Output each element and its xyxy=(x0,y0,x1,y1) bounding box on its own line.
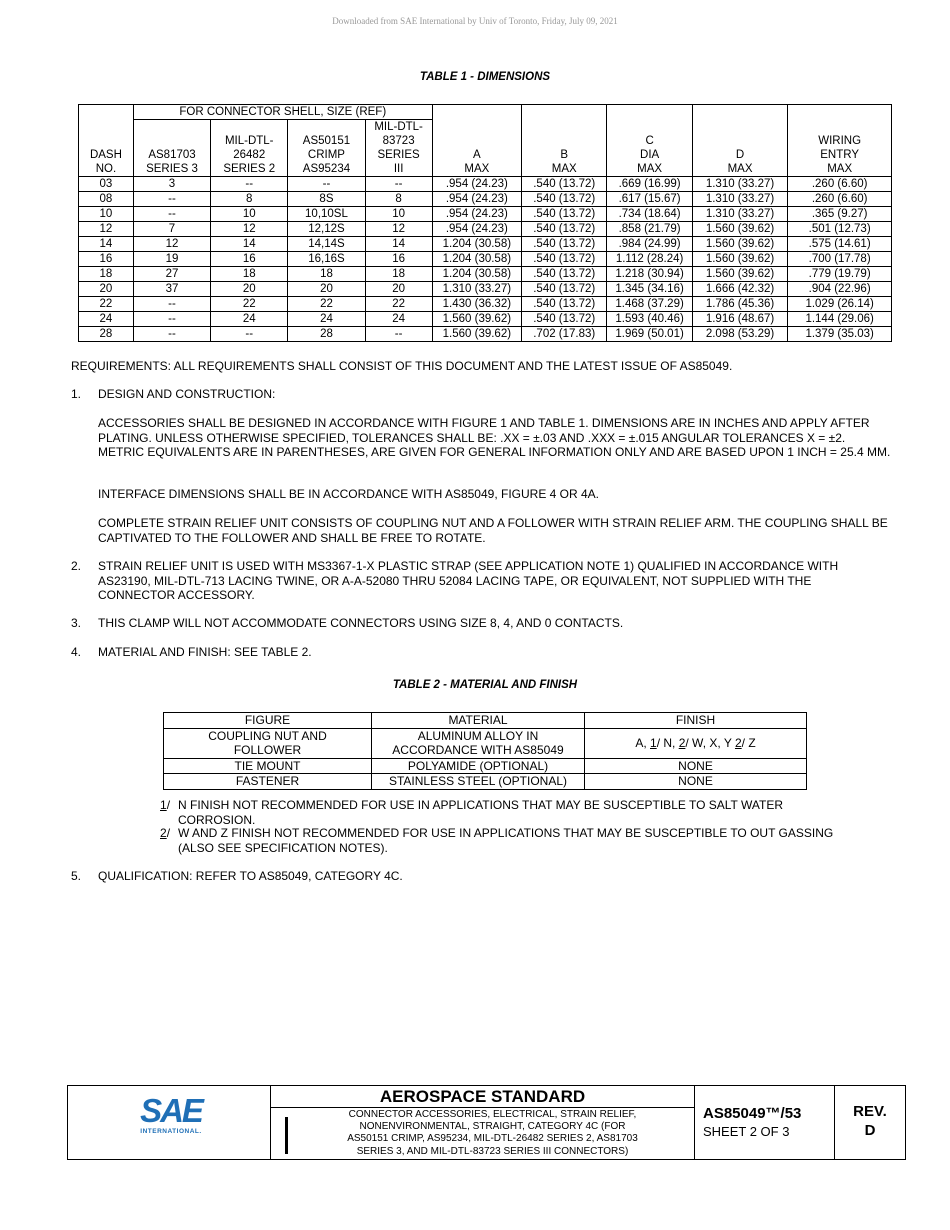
section-2: 2. STRAIN RELIEF UNIT IS USED WITH MS3367-1-X PLASTIC STRAP (SEE APPLICATION NOTE 1) QUALIFIED IN ACCORDANCE WITH AS23190, MIL-DTL-713 LACING TWINE, OR A-A-52080 THRU 52084 LACING TAPE, OR EQUIVALENT, NOT SUPPLIED WITH THE CONNECTOR ACCESSORY. xyxy=(71,559,839,602)
col-header-wiring-entry: WIRING ENTRY MAX xyxy=(788,105,892,177)
table-cell: 1.560 (39.62) xyxy=(692,237,788,252)
table-cell: .575 (14.61) xyxy=(788,237,892,252)
table-cell: 28 xyxy=(288,327,365,342)
table-cell: 14 xyxy=(365,237,432,252)
table-row xyxy=(79,252,892,267)
title-block xyxy=(67,1085,906,1160)
table-cell: 22 xyxy=(288,297,365,312)
table-row xyxy=(79,222,892,237)
table-cell: 10,10SL xyxy=(288,207,365,222)
document-number: AS85049™/53 xyxy=(703,1105,802,1122)
table-cell: 1.560 (39.62) xyxy=(692,267,788,282)
table-cell: .702 (17.83) xyxy=(522,327,607,342)
table-cell: 24 xyxy=(365,312,432,327)
table-cell: -- xyxy=(133,327,210,342)
table-cell: .501 (12.73) xyxy=(788,222,892,237)
table-cell: 08 xyxy=(79,192,134,207)
table-cell: .260 (6.60) xyxy=(788,177,892,192)
table-cell: 10 xyxy=(365,207,432,222)
table-cell: 1.204 (30.58) xyxy=(432,267,521,282)
table-cell: 18 xyxy=(365,267,432,282)
section-1-paragraph-2: INTERFACE DIMENSIONS SHALL BE IN ACCORDANCE WITH AS85049, FIGURE 4 OR 4A. xyxy=(98,487,600,501)
sae-logo: SAE INTERNATIONAL. xyxy=(140,1092,202,1135)
logo-cell xyxy=(68,1086,271,1159)
table-cell: -- xyxy=(211,327,288,342)
table-cell: 18 xyxy=(79,267,134,282)
t2-cell-finish: A, 1/ N, 2/ W, X, Y 2/ Z xyxy=(585,728,807,758)
table-row xyxy=(79,207,892,222)
footnote-2: 2/ W AND Z FINISH NOT RECOMMENDED FOR USE IN APPLICATIONS THAT MAY BE SUSCEPTIBLE TO OUT GASSING (ALSO SEE SPECIFICATION NOTES). xyxy=(160,826,834,855)
table-cell: 1.218 (30.94) xyxy=(607,267,692,282)
revision-cell xyxy=(835,1086,905,1159)
table-row xyxy=(79,297,892,312)
table-cell: 03 xyxy=(79,177,134,192)
table-cell: -- xyxy=(133,312,210,327)
table-cell: 1.204 (30.58) xyxy=(432,237,521,252)
standard-heading: AEROSPACE STANDARD xyxy=(271,1087,694,1108)
table-row xyxy=(79,327,892,342)
table-cell: 2.098 (53.29) xyxy=(692,327,788,342)
table-cell: 1.310 (33.27) xyxy=(692,207,788,222)
table-cell: .540 (13.72) xyxy=(522,252,607,267)
table-cell: 1.969 (50.01) xyxy=(607,327,692,342)
table-cell: .700 (17.78) xyxy=(788,252,892,267)
table-row xyxy=(79,237,892,252)
table-cell: 1.593 (40.46) xyxy=(607,312,692,327)
table-row xyxy=(164,728,807,758)
table-cell: 12 xyxy=(365,222,432,237)
section-3: 3. THIS CLAMP WILL NOT ACCOMMODATE CONNECTORS USING SIZE 8, 4, AND 0 CONTACTS. xyxy=(71,616,624,630)
table2-title: TABLE 2 - MATERIAL AND FINISH xyxy=(392,679,578,691)
table-cell: 20 xyxy=(211,282,288,297)
table-cell: 8 xyxy=(365,192,432,207)
table-cell: 8 xyxy=(211,192,288,207)
table-cell: 37 xyxy=(133,282,210,297)
group-header-connector-shell: FOR CONNECTOR SHELL, SIZE (REF) xyxy=(133,105,432,120)
table-cell: .365 (9.27) xyxy=(788,207,892,222)
table-cell: .540 (13.72) xyxy=(522,192,607,207)
table-cell: .617 (15.67) xyxy=(607,192,692,207)
table-cell: .954 (24.23) xyxy=(432,222,521,237)
t2-header-finish: FINISH xyxy=(585,713,807,729)
document-number-cell xyxy=(695,1086,835,1159)
section-1-paragraph-3: COMPLETE STRAIN RELIEF UNIT CONSISTS OF COUPLING NUT AND A FOLLOWER WITH STRAIN RELIEF ARM. THE COUPLING SHALL BE CAPTIVATED TO THE FOLLOWER AND SHALL BE FREE TO ROTATE. xyxy=(98,516,888,545)
col-header-mil83723: MIL-DTL- 83723 SERIES III xyxy=(365,120,432,177)
table-cell: 1.560 (39.62) xyxy=(432,312,521,327)
table-cell: 1.310 (33.27) xyxy=(692,177,788,192)
table-cell: 1.560 (39.62) xyxy=(432,327,521,342)
rev-value: D xyxy=(864,1122,876,1139)
table-cell: .904 (22.96) xyxy=(788,282,892,297)
table-cell: 7 xyxy=(133,222,210,237)
col-header-as50151: AS50151 CRIMP AS95234 xyxy=(288,120,365,177)
table-cell: 12 xyxy=(211,222,288,237)
table-cell: 12 xyxy=(79,222,134,237)
table-cell: 27 xyxy=(133,267,210,282)
table-cell: 1.204 (30.58) xyxy=(432,252,521,267)
table-row xyxy=(79,282,892,297)
table-cell: .734 (18.64) xyxy=(607,207,692,222)
table-cell: 24 xyxy=(211,312,288,327)
sheet-number: SHEET 2 OF 3 xyxy=(703,1124,790,1139)
t2-cell: TIE MOUNT xyxy=(164,758,372,774)
table-cell: 10 xyxy=(211,207,288,222)
t2-cell: NONE xyxy=(585,758,807,774)
section-1-heading: 1. DESIGN AND CONSTRUCTION: xyxy=(71,387,276,401)
table-cell: .540 (13.72) xyxy=(522,282,607,297)
t2-header-material: MATERIAL xyxy=(372,713,585,729)
table-cell: 1.310 (33.27) xyxy=(692,192,788,207)
table-cell: .858 (21.79) xyxy=(607,222,692,237)
table-cell: 16,16S xyxy=(288,252,365,267)
table-cell: 16 xyxy=(365,252,432,267)
table-cell: 18 xyxy=(211,267,288,282)
table-cell: .260 (6.60) xyxy=(788,192,892,207)
table-cell: 18 xyxy=(288,267,365,282)
table-cell: 16 xyxy=(79,252,134,267)
t2-cell: FASTENER xyxy=(164,774,372,790)
table-cell: 22 xyxy=(365,297,432,312)
table-cell: 14,14S xyxy=(288,237,365,252)
description-cell xyxy=(271,1086,695,1159)
table-cell: -- xyxy=(133,207,210,222)
table-cell: 1.560 (39.62) xyxy=(692,222,788,237)
table-cell: .540 (13.72) xyxy=(522,237,607,252)
table-cell: 1.468 (37.29) xyxy=(607,297,692,312)
table-row xyxy=(79,267,892,282)
col-header-a: A MAX xyxy=(432,105,521,177)
download-note: Downloaded from SAE International by Univ of Toronto, Friday, July 09, 2021 xyxy=(332,16,618,26)
table-cell: 1.379 (35.03) xyxy=(788,327,892,342)
table-cell: 1.345 (34.16) xyxy=(607,282,692,297)
table-row xyxy=(164,758,807,774)
table1-title: TABLE 1 - DIMENSIONS xyxy=(419,71,551,83)
requirements-text: REQUIREMENTS: ALL REQUIREMENTS SHALL CONSIST OF THIS DOCUMENT AND THE LATEST ISSUE OF AS85049. xyxy=(71,359,733,373)
footnote-1: 1/ N FINISH NOT RECOMMENDED FOR USE IN APPLICATIONS THAT MAY BE SUSCEPTIBLE TO SALT WATER CORROSION. xyxy=(160,798,783,827)
table-cell: -- xyxy=(133,297,210,312)
table-cell: 1.560 (39.62) xyxy=(692,252,788,267)
table-cell: -- xyxy=(365,327,432,342)
section-4: 4. MATERIAL AND FINISH: SEE TABLE 2. xyxy=(71,645,312,659)
table-cell: 1.029 (26.14) xyxy=(788,297,892,312)
table-cell: .540 (13.72) xyxy=(522,267,607,282)
table-cell: 28 xyxy=(79,327,134,342)
section-1-paragraph-1: ACCESSORIES SHALL BE DESIGNED IN ACCORDANCE WITH FIGURE 1 AND TABLE 1. DIMENSIONS ARE IN INCHES AND APPLY AFTER PLATING. UNLESS OTHERWISE SPECIFIED, TOLERANCES SHALL BE: .XX = ±.03 AND .XXX = ±.015 ANGULAR TOLERANCES X = ±2. METRIC EQUIVALENTS ARE IN PARENTHESES, ARE GIVEN FOR GENERAL INFORMATION ONLY AND ARE BASED UPON 1 INCH = 25.4 MM. xyxy=(98,416,891,459)
table-cell: 1.666 (42.32) xyxy=(692,282,788,297)
table-row xyxy=(164,774,807,790)
table-cell: 16 xyxy=(211,252,288,267)
dimensions-table xyxy=(78,104,892,342)
table-cell: 24 xyxy=(79,312,134,327)
table-cell: 12 xyxy=(133,237,210,252)
col-header-b: B MAX xyxy=(522,105,607,177)
t2-header-figure: FIGURE xyxy=(164,713,372,729)
table-cell: 10 xyxy=(79,207,134,222)
table-cell: 14 xyxy=(211,237,288,252)
section-5: 5. QUALIFICATION: REFER TO AS85049, CATEGORY 4C. xyxy=(71,869,403,883)
table-cell: .954 (24.23) xyxy=(432,207,521,222)
t2-cell: NONE xyxy=(585,774,807,790)
table-cell: 1.430 (36.32) xyxy=(432,297,521,312)
table-cell: 22 xyxy=(79,297,134,312)
col-header-c: C DIA MAX xyxy=(607,105,692,177)
table-cell: .540 (13.72) xyxy=(522,207,607,222)
table-cell: 1.786 (45.36) xyxy=(692,297,788,312)
table-cell: .540 (13.72) xyxy=(522,222,607,237)
table-row xyxy=(79,177,892,192)
table-cell: 8S xyxy=(288,192,365,207)
col-header-dash: DASH NO. xyxy=(79,105,134,177)
t2-cell: STAINLESS STEEL (OPTIONAL) xyxy=(372,774,585,790)
table-cell: 1.916 (48.67) xyxy=(692,312,788,327)
col-header-as81703: AS81703 SERIES 3 xyxy=(133,120,210,177)
table-cell: .954 (24.23) xyxy=(432,177,521,192)
table-cell: 24 xyxy=(288,312,365,327)
table-row xyxy=(79,192,892,207)
table-cell: -- xyxy=(133,192,210,207)
table-cell: 12,12S xyxy=(288,222,365,237)
revision-bar xyxy=(285,1117,288,1154)
table-cell: .540 (13.72) xyxy=(522,312,607,327)
document-description: CONNECTOR ACCESSORIES, ELECTRICAL, STRAIN RELIEF, NONENVIRONMENTAL, STRAIGHT, CATEGORY 4C (FOR AS50151 CRIMP, AS95234, MIL-DTL-26482 SERIES 2, AS81703 SERIES 3, AND MIL-DTL-83723 SERIES III CONNECTORS) xyxy=(347,1109,638,1157)
table-cell: .540 (13.72) xyxy=(522,177,607,192)
t2-cell-figure: COUPLING NUT AND FOLLOWER xyxy=(164,728,372,758)
table-cell: 20 xyxy=(365,282,432,297)
table-cell: 20 xyxy=(79,282,134,297)
table-cell: 1.112 (28.24) xyxy=(607,252,692,267)
table-cell: 22 xyxy=(211,297,288,312)
table-cell: 20 xyxy=(288,282,365,297)
table-cell: 19 xyxy=(133,252,210,267)
t2-cell: POLYAMIDE (OPTIONAL) xyxy=(372,758,585,774)
col-header-mil26482: MIL-DTL- 26482 SERIES 2 xyxy=(211,120,288,177)
table-cell: .984 (24.99) xyxy=(607,237,692,252)
table-cell: -- xyxy=(288,177,365,192)
table-cell: -- xyxy=(211,177,288,192)
table-cell: 1.310 (33.27) xyxy=(432,282,521,297)
table-cell: .954 (24.23) xyxy=(432,192,521,207)
table-row xyxy=(79,312,892,327)
t2-cell-material: ALUMINUM ALLOY IN ACCORDANCE WITH AS85049 xyxy=(372,728,585,758)
rev-label: REV. xyxy=(853,1103,887,1120)
table-cell: .669 (16.99) xyxy=(607,177,692,192)
table-cell: -- xyxy=(365,177,432,192)
col-header-d: D MAX xyxy=(692,105,788,177)
material-finish-table xyxy=(163,712,807,790)
table-cell: 1.144 (29.06) xyxy=(788,312,892,327)
table-cell: 14 xyxy=(79,237,134,252)
table-cell: 3 xyxy=(133,177,210,192)
table-cell: .779 (19.79) xyxy=(788,267,892,282)
table-cell: .540 (13.72) xyxy=(522,297,607,312)
